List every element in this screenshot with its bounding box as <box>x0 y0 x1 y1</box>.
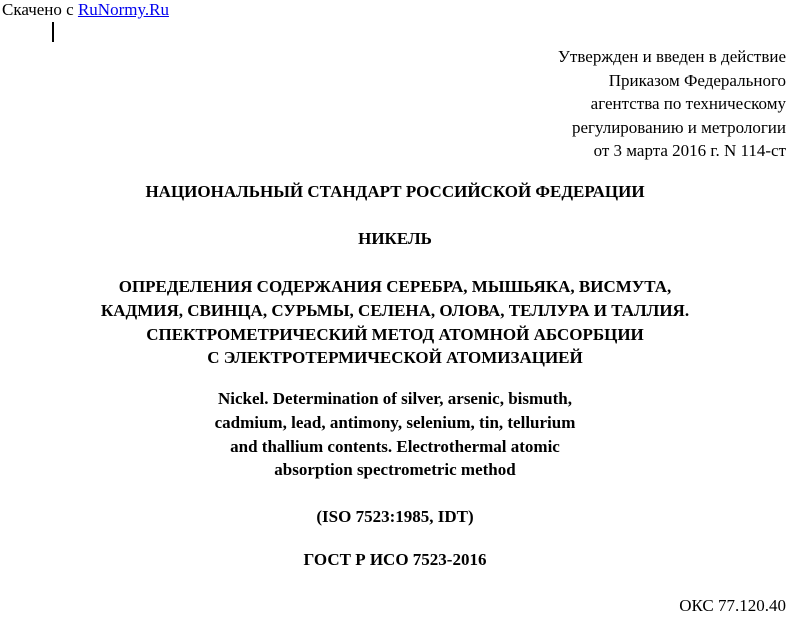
approval-block <box>366 45 786 163</box>
source-prefix: Скачено с <box>2 0 78 19</box>
text-cursor <box>52 22 54 42</box>
title-ru-line: СПЕКТРОМЕТРИЧЕСКИЙ МЕТОД АТОМНОЙ АБСОРБЦИИ <box>146 324 644 344</box>
title-en-line: cadmium, lead, antimony, selenium, tin, tellurium <box>214 412 576 432</box>
title-en-line: Nickel. Determination of silver, arsenic, bismuth, <box>218 389 572 408</box>
national-standard-heading <box>0 180 790 204</box>
material-text: НИКЕЛЬ <box>358 229 432 248</box>
material-heading <box>0 227 790 251</box>
title-russian <box>0 275 790 370</box>
title-ru-line: КАДМИЯ, СВИНЦА, СУРЬМЫ, СЕЛЕНА, ОЛОВА, ТЕЛЛУРА И ТАЛЛИЯ. <box>100 300 690 320</box>
source-link[interactable]: RuNormy.Ru <box>77 0 169 19</box>
title-ru-line: С ЭЛЕКТРОТЕРМИЧЕСКОЙ АТОМИЗАЦИЕЙ <box>207 348 583 368</box>
title-ru-line: ОПРЕДЕЛЕНИЯ СОДЕРЖАНИЯ СЕРЕБРА, МЫШЬЯКА, ВИСМУТА, <box>118 277 672 296</box>
title-en-line: and thallium contents. Electrothermal atomic <box>230 436 560 456</box>
gost-code-text: ГОСТ Р ИСО 7523-2016 <box>303 550 487 569</box>
approval-line: Утвержден и введен в действие <box>557 47 786 66</box>
oks-classification: ОКС 77.120.40 <box>679 596 786 615</box>
approval-line: агентства по техническому <box>590 94 786 114</box>
approval-line: регулированию и метрологии <box>571 117 786 137</box>
iso-reference-text: (ISO 7523:1985, IDT) <box>316 507 474 526</box>
source-attribution <box>2 0 169 20</box>
national-standard-text: НАЦИОНАЛЬНЫЙ СТАНДАРТ РОССИЙСКОЙ ФЕДЕРАЦИИ <box>145 182 645 201</box>
gost-code <box>0 548 790 572</box>
title-english <box>0 387 790 482</box>
approval-line: Приказом Федерального <box>608 70 786 90</box>
title-en-line: absorption spectrometric method <box>274 460 516 480</box>
iso-reference <box>0 505 790 529</box>
approval-line: от 3 марта 2016 г. N 114-ст <box>593 141 786 161</box>
